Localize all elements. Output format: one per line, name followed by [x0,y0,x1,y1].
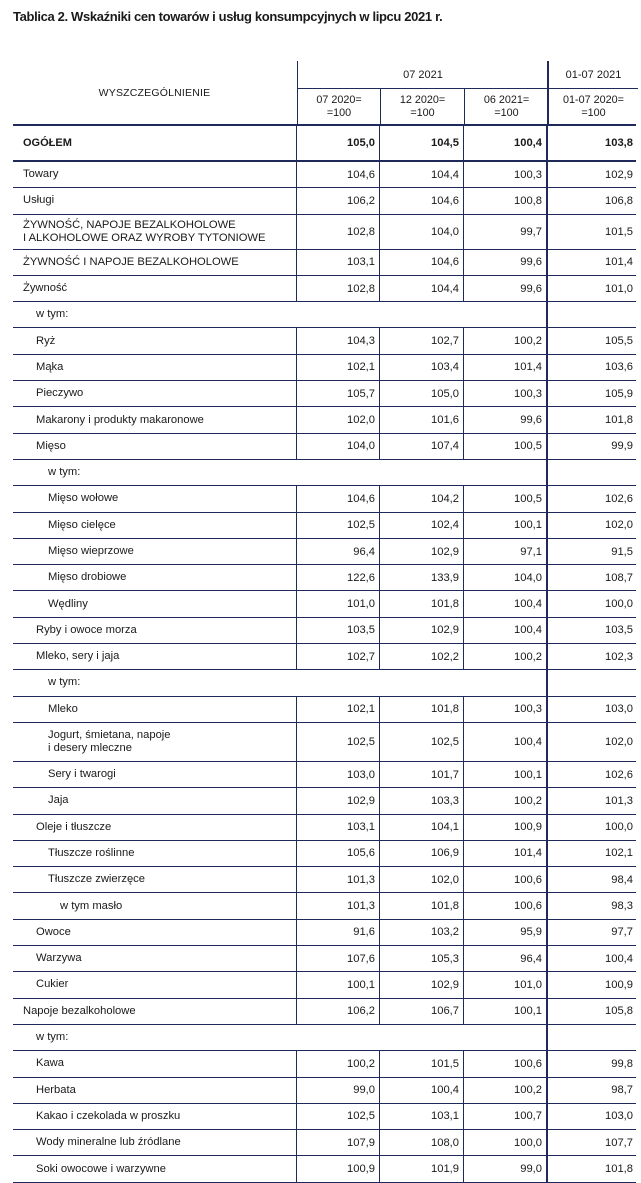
table-row [13,188,636,214]
row-label: ŻYWNOŚĆ, NAPOJE BEZALKOHOLOWE I ALKOHOLOWE ORAZ WYROBY TYTONIOWE [23,218,266,244]
value-cell-3: 101,4 [463,841,546,866]
column-header-2: 12 2020= =100 [380,89,464,124]
value-cell-4: 100,9 [546,972,636,997]
value-cell-3: 100,2 [463,644,546,669]
column-header-1: 07 2020= =100 [297,89,380,124]
value-cell-4: 102,9 [546,162,636,187]
value-cell-4: 98,3 [546,893,636,918]
row-label: Sery i twarogi [48,768,116,781]
row-label-header: WYSZCZEGÓLNIENIE [98,86,211,99]
value-cell-1: 102,1 [296,697,379,722]
value-cell-4 [546,302,636,327]
value-cell-2: 102,5 [379,723,463,761]
value-cell-2: 102,7 [379,328,463,353]
value-cell-4: 102,0 [546,723,636,761]
row-label: w tym: [36,308,69,321]
row-label: Mięso wołowe [48,492,119,505]
value-cell-2: 103,2 [379,920,463,945]
table-row [13,946,636,972]
row-label: Pieczywo [36,387,84,400]
value-cell-1: 106,2 [296,999,379,1024]
value-cell-1: 100,2 [296,1051,379,1076]
value-cell-2: 102,9 [379,972,463,997]
row-label: Mąka [36,360,64,373]
value-cell-2: 107,4 [379,434,463,459]
value-cell-2 [379,460,463,485]
column-header-4: 01-07 2020= =100 [547,89,638,124]
value-cell-2: 103,4 [379,355,463,380]
value-cell-1: 102,9 [296,788,379,813]
value-cell-2: 104,6 [379,188,463,213]
table-row [13,407,636,433]
value-cell-3: 100,4 [463,723,546,761]
value-cell-3: 100,0 [463,1130,546,1155]
value-cell-1: 122,6 [296,565,379,590]
row-label: Kawa [36,1057,64,1070]
value-cell-4: 102,3 [546,644,636,669]
row-label: Ryż [36,334,56,347]
row-label: Tłuszcze zwierzęce [48,873,145,886]
value-cell-1: 102,7 [296,644,379,669]
value-cell-1 [296,460,379,485]
table-row [13,697,636,723]
value-cell-1: 103,5 [296,618,379,643]
value-cell-2: 104,5 [379,126,463,160]
value-cell-2: 101,8 [379,697,463,722]
table-row [13,486,636,512]
value-cell-2: 102,2 [379,644,463,669]
value-cell-3: 100,6 [463,893,546,918]
value-cell-2: 102,9 [379,618,463,643]
value-cell-3: 99,0 [463,1156,546,1181]
value-cell-1: 96,4 [296,539,379,564]
row-label: w tym: [36,1031,69,1044]
value-cell-3: 100,7 [463,1104,546,1129]
value-cell-4: 105,9 [546,381,636,406]
value-cell-3: 96,4 [463,946,546,971]
table-row [13,539,636,565]
value-cell-4: 107,7 [546,1130,636,1155]
value-cell-1: 101,3 [296,893,379,918]
row-label: OGÓŁEM [23,136,72,149]
value-cell-3: 100,3 [463,381,546,406]
value-cell-3: 100,1 [463,513,546,538]
table-row [13,126,636,162]
table-row [13,723,636,762]
value-cell-4 [546,1025,636,1050]
value-cell-2: 108,0 [379,1130,463,1155]
value-cell-3: 100,1 [463,999,546,1024]
table-row [13,972,636,998]
table-row [13,999,636,1025]
row-label: Kakao i czekolada w proszku [36,1109,181,1122]
value-cell-2: 105,3 [379,946,463,971]
value-cell-3: 100,4 [463,126,546,160]
value-cell-1: 105,7 [296,381,379,406]
table-row [13,1025,636,1051]
value-cell-2 [379,1025,463,1050]
value-cell-3: 100,5 [463,434,546,459]
group-header-01-07-2021: 01-07 2021 [547,61,638,89]
row-label: Towary [23,168,59,181]
row-label: Wody mineralne lub źródlane [36,1136,181,1149]
value-cell-3: 99,6 [463,407,546,432]
value-cell-1 [296,1025,379,1050]
value-cell-1: 103,1 [296,250,379,275]
value-cell-4: 100,0 [546,815,636,840]
value-cell-1: 102,8 [296,215,379,249]
table-row [13,302,636,328]
value-cell-3: 95,9 [463,920,546,945]
row-label: Jogurt, śmietana, napoje i desery mleczne [48,728,171,754]
row-label: Warzywa [36,952,82,965]
row-label: Usługi [23,194,55,207]
value-cell-4: 102,1 [546,841,636,866]
value-cell-1: 102,1 [296,355,379,380]
value-cell-2: 106,7 [379,999,463,1024]
value-cell-1: 105,6 [296,841,379,866]
value-cell-3: 100,2 [463,788,546,813]
value-cell-3: 100,3 [463,697,546,722]
table-row [13,276,636,302]
row-label: Mięso drobiowe [48,571,127,584]
value-cell-4 [546,460,636,485]
column-header-3: 06 2021= =100 [464,89,548,124]
value-cell-3 [463,302,546,327]
value-cell-3: 97,1 [463,539,546,564]
value-cell-3 [463,1025,546,1050]
value-cell-2: 101,7 [379,762,463,787]
value-cell-3: 101,0 [463,972,546,997]
value-cell-3: 100,2 [463,1078,546,1103]
value-cell-2: 101,6 [379,407,463,432]
value-cell-1: 102,5 [296,723,379,761]
value-cell-3 [463,460,546,485]
table-row [13,815,636,841]
value-cell-1 [296,302,379,327]
value-cell-4: 103,0 [546,1104,636,1129]
row-label: Mleko [48,702,78,715]
table-row [13,893,636,919]
row-label: Mleko, sery i jaja [36,650,120,663]
value-cell-1: 101,0 [296,591,379,616]
value-cell-2: 104,0 [379,215,463,249]
table-row [13,1078,636,1104]
row-label: Wędliny [48,597,88,610]
table-row [13,1051,636,1077]
table-row [13,565,636,591]
row-label: Mięso [36,439,66,452]
table-row [13,841,636,867]
value-cell-4: 98,7 [546,1078,636,1103]
value-cell-4: 97,7 [546,920,636,945]
value-cell-2: 102,4 [379,513,463,538]
value-cell-1: 104,6 [296,486,379,511]
table-row [13,162,636,188]
table-row [13,788,636,814]
value-cell-1: 102,5 [296,513,379,538]
value-cell-1: 100,9 [296,1156,379,1181]
value-cell-4: 102,0 [546,513,636,538]
value-cell-4: 100,0 [546,591,636,616]
row-label: Owoce [36,925,71,938]
value-cell-2: 103,1 [379,1104,463,1129]
value-cell-2: 133,9 [379,565,463,590]
table-row [13,867,636,893]
table-row [13,591,636,617]
value-cell-2: 102,0 [379,867,463,892]
value-cell-1: 104,6 [296,162,379,187]
table-row [13,618,636,644]
row-label: Cukier [36,978,69,991]
value-cell-4: 106,8 [546,188,636,213]
value-cell-4: 99,8 [546,1051,636,1076]
row-label: Tłuszcze roślinne [48,846,135,859]
value-cell-3: 100,9 [463,815,546,840]
value-cell-4: 101,8 [546,407,636,432]
row-label: Napoje bezalkoholowe [23,1004,136,1017]
value-cell-2: 101,8 [379,893,463,918]
value-cell-3: 100,6 [463,1051,546,1076]
row-label: Oleje i tłuszcze [36,820,112,833]
value-cell-4: 91,5 [546,539,636,564]
value-cell-3: 100,5 [463,486,546,511]
row-label: ŻYWNOŚĆ I NAPOJE BEZALKOHOLOWE [23,255,239,268]
value-cell-4: 103,5 [546,618,636,643]
value-cell-2: 101,8 [379,591,463,616]
table-row [13,644,636,670]
table-body [13,126,636,1183]
value-cell-3: 99,6 [463,276,546,301]
value-cell-1: 107,6 [296,946,379,971]
value-cell-3: 100,4 [463,618,546,643]
value-cell-3: 100,2 [463,328,546,353]
value-cell-1: 102,5 [296,1104,379,1129]
table-row [13,1104,636,1130]
value-cell-4: 105,5 [546,328,636,353]
value-cell-4: 101,3 [546,788,636,813]
value-cell-1 [296,670,379,695]
value-cell-2: 103,3 [379,788,463,813]
value-cell-2 [379,302,463,327]
value-cell-4: 108,7 [546,565,636,590]
value-cell-2: 100,4 [379,1078,463,1103]
value-cell-3 [463,670,546,695]
table-row [13,670,636,696]
value-cell-3: 100,8 [463,188,546,213]
value-cell-1: 103,0 [296,762,379,787]
table-row [13,434,636,460]
table-row [13,250,636,276]
value-cell-4: 103,6 [546,355,636,380]
table-row [13,513,636,539]
value-cell-2: 101,9 [379,1156,463,1181]
row-label: w tym: [48,676,81,689]
value-cell-4: 102,6 [546,486,636,511]
value-cell-1: 101,3 [296,867,379,892]
value-cell-1: 106,2 [296,188,379,213]
value-cell-4: 103,0 [546,697,636,722]
value-cell-4: 100,4 [546,946,636,971]
row-label: Makarony i produkty makaronowe [36,413,204,426]
value-cell-4: 99,9 [546,434,636,459]
row-label: Jaja [48,794,69,807]
value-cell-2: 104,4 [379,162,463,187]
value-cell-1: 100,1 [296,972,379,997]
table-row [13,920,636,946]
row-label: w tym: [48,466,81,479]
value-cell-1: 103,1 [296,815,379,840]
value-cell-4: 101,5 [546,215,636,249]
value-cell-4: 102,6 [546,762,636,787]
table-row [13,762,636,788]
value-cell-4: 103,8 [546,126,636,160]
value-cell-2: 105,0 [379,381,463,406]
value-cell-1: 102,8 [296,276,379,301]
value-cell-1: 91,6 [296,920,379,945]
value-cell-2: 101,5 [379,1051,463,1076]
value-cell-2: 104,1 [379,815,463,840]
value-cell-3: 99,6 [463,250,546,275]
value-cell-1: 104,3 [296,328,379,353]
value-cell-2: 104,2 [379,486,463,511]
value-cell-2: 104,6 [379,250,463,275]
value-cell-3: 101,4 [463,355,546,380]
price-index-table [13,61,636,1183]
value-cell-4 [546,670,636,695]
table-row [13,381,636,407]
row-label: Ryby i owoce morza [36,623,137,636]
table-row [13,215,636,250]
row-label: Herbata [36,1083,76,1096]
table-header [13,61,636,126]
table-title: Tablica 2. Wskaźniki cen towarów i usług konsumpcyjnych w lipcu 2021 r. [13,9,443,24]
value-cell-4: 101,4 [546,250,636,275]
table-row [13,1156,636,1182]
value-cell-3: 99,7 [463,215,546,249]
value-cell-3: 100,3 [463,162,546,187]
value-cell-2: 104,4 [379,276,463,301]
row-label: Mięso cielęce [48,518,116,531]
value-cell-1: 104,0 [296,434,379,459]
value-cell-1: 99,0 [296,1078,379,1103]
value-cell-3: 104,0 [463,565,546,590]
row-label: w tym masło [60,899,123,912]
value-cell-3: 100,1 [463,762,546,787]
row-label: Mięso wieprzowe [48,545,134,557]
row-label: Żywność [23,282,68,295]
value-cell-2: 106,9 [379,841,463,866]
value-cell-1: 105,0 [296,126,379,160]
value-cell-1: 102,0 [296,407,379,432]
row-label: Soki owocowe i warzywne [36,1162,166,1175]
table-row [13,1130,636,1156]
value-cell-3: 100,4 [463,591,546,616]
value-cell-4: 101,0 [546,276,636,301]
table-row [13,355,636,381]
table-row [13,460,636,486]
value-cell-4: 101,8 [546,1156,636,1181]
value-cell-1: 107,9 [296,1130,379,1155]
group-header-07-2021: 07 2021 [297,61,548,89]
value-cell-2 [379,670,463,695]
value-cell-3: 100,6 [463,867,546,892]
value-cell-4: 98,4 [546,867,636,892]
table-row [13,328,636,354]
value-cell-2: 102,9 [379,539,463,564]
value-cell-4: 105,8 [546,999,636,1024]
